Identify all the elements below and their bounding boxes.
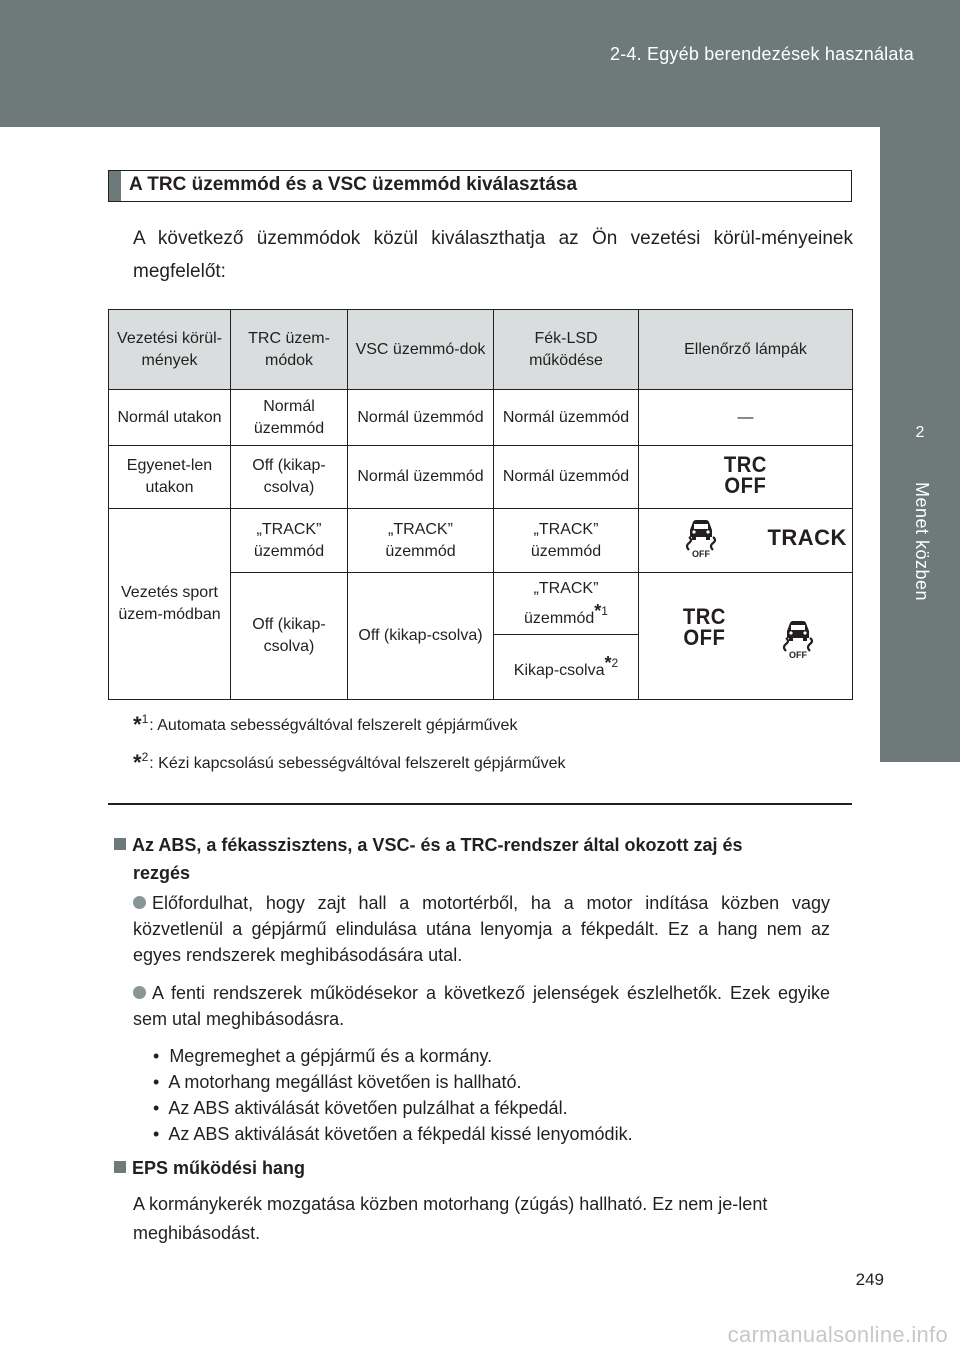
list-item: • A motorhang megállást követően is hallható. (153, 1072, 522, 1092)
paragraph-text: A fenti rendszerek működésekor a következő jelenségek észlelhetők. Ezek egyike sem utal meghibásodásra. (133, 983, 830, 1029)
slip-indicator-icon (776, 617, 820, 666)
slip-indicator-icon (679, 516, 723, 565)
intro-text: A következő üzemmódok közül kiválaszthatja az Ön vezetési körül-ményeinek megfelelőt: (133, 228, 853, 282)
section-heading (114, 1158, 305, 1179)
box-title (108, 170, 852, 202)
cell-lamp-none: — (639, 390, 853, 446)
divider (108, 803, 852, 805)
cell-lsd: „TRACK” üzemmód (494, 509, 639, 573)
list-item-text: Megremeghet a gépjármű és a kormány. (169, 1046, 493, 1066)
header-cell: VSC üzemmó-dok (348, 310, 494, 390)
trc-label: TRC (724, 452, 767, 477)
list-item-text: Az ABS aktiválását követően a fékpedál kissé lenyomódik. (168, 1124, 633, 1144)
cell-lsd-text: Kikap-csolva (513, 662, 605, 679)
track-indicator-label: TRACK (767, 524, 847, 550)
list-item-text: Az ABS aktiválását követően pulzálhat a fékpedál. (168, 1098, 568, 1118)
header-cell: Ellenőrző lámpák (639, 310, 853, 390)
paragraph-text: Előfordulhat, hogy zajt hall a motortérből, ha a motor indítása közben vagy közvetlenül a gépjármű elindulása utána lenyomja a fékpedált. Ez a hang nem az egyes rendszerek meghibásodására utal. (133, 893, 830, 965)
table-row (109, 390, 853, 446)
table-header-row (109, 310, 853, 390)
cell-lsd: Normál üzemmód (494, 390, 639, 446)
footnote-star: * (594, 600, 602, 621)
header-band (0, 0, 960, 127)
circle-bullet-icon (133, 986, 146, 999)
table-row (109, 446, 853, 509)
footnote-text: : Kézi kapcsolású sebességváltóval felszerelt gépjárművek (149, 755, 566, 772)
header-cell: Fék-LSD működése (494, 310, 639, 390)
footnote-ref: 1 (601, 603, 608, 618)
watermark: carmanualsonline.info (727, 1322, 948, 1347)
chapter-title: Menet közben (912, 482, 932, 602)
page-number: 249 (855, 1270, 884, 1289)
square-bullet-icon (114, 838, 126, 850)
slip-off-label: OFF (692, 549, 710, 558)
footnote-number: 2 (141, 750, 149, 764)
modes-table (108, 309, 853, 700)
heading-line: Az ABS, a fékasszisztens, a VSC- és a TRC-rendszer által okozott zaj és (132, 835, 743, 855)
table-row (109, 509, 853, 573)
section-title: 2-4. Egyéb berendezések használata (609, 44, 914, 64)
footnote (133, 750, 565, 776)
header-cell: Vezetési körül-mények (109, 310, 231, 390)
list-item-text: A motorhang megállást követően is hallható. (168, 1072, 522, 1092)
box-title-text: A TRC üzemmód és a VSC üzemmód kiválasztása (129, 174, 578, 195)
footnote-star: * (133, 750, 142, 775)
trc-label: TRC (682, 604, 726, 630)
cell-condition: Normál utakon (109, 390, 231, 446)
off-label: OFF (683, 625, 726, 651)
paragraph (133, 890, 830, 968)
cell-vsc: Off (kikap-csolva) (348, 573, 494, 700)
heading-line: rezgés (133, 863, 191, 883)
cell-trc: „TRACK” üzemmód (231, 509, 348, 573)
chapter-number: 2 (915, 424, 925, 441)
cell-vsc: „TRACK” üzemmód (348, 509, 494, 573)
list-item: • Az ABS aktiválását követően pulzálhat a fékpedál. (153, 1098, 568, 1118)
cell-condition: Egyenet-len utakon (109, 446, 231, 509)
footnote-star: * (604, 653, 612, 673)
side-tab-top (880, 127, 960, 390)
circle-bullet-icon (133, 896, 146, 909)
footnote-number: 1 (141, 712, 149, 726)
cell-lamp (639, 509, 853, 573)
footnote-text: : Automata sebességváltóval felszerelt gépjárművek (149, 717, 518, 734)
list-item: • Megremeghet a gépjármű és a kormány. (153, 1046, 493, 1066)
cell-lamp (639, 446, 853, 509)
trc-off-indicator-icon (682, 604, 726, 651)
box-title-bar (109, 171, 121, 201)
cell-trc: Normál üzemmód (231, 390, 348, 446)
side-tab (880, 127, 960, 1352)
square-bullet-icon (114, 1161, 126, 1173)
paragraph (133, 980, 830, 1032)
footnote (133, 712, 517, 738)
cell-lsd (494, 635, 639, 700)
section-heading (114, 831, 854, 887)
footnote-star: * (133, 712, 142, 737)
cell-trc: Off (kikap-csolva) (231, 446, 348, 509)
cell-lsd (494, 573, 639, 635)
header-cell: TRC üzem-módok (231, 310, 348, 390)
cell-vsc: Normál üzemmód (348, 390, 494, 446)
cell-lsd-text: „TRACK” üzemmód (524, 579, 599, 627)
paragraph: A kormánykerék mozgatása közben motorhang (zúgás) hallható. Ez nem je-lent meghibásodást. (133, 1194, 768, 1243)
off-label: OFF (724, 473, 767, 498)
footnote-ref: 2 (611, 656, 619, 670)
cell-condition: Vezetés sport üzem-módban (109, 509, 231, 700)
chapter-tab[interactable] (880, 390, 960, 762)
cell-lamp (639, 573, 853, 700)
trc-off-indicator-icon (724, 454, 767, 496)
slip-off-label: OFF (789, 649, 808, 659)
list-item: • Az ABS aktiválását követően a fékpedál kissé lenyomódik. (153, 1124, 633, 1144)
cell-lsd: Normál üzemmód (494, 446, 639, 509)
heading-text: EPS működési hang (132, 1158, 306, 1178)
cell-vsc: Normál üzemmód (348, 446, 494, 509)
cell-trc: Off (kikap-csolva) (231, 573, 348, 700)
